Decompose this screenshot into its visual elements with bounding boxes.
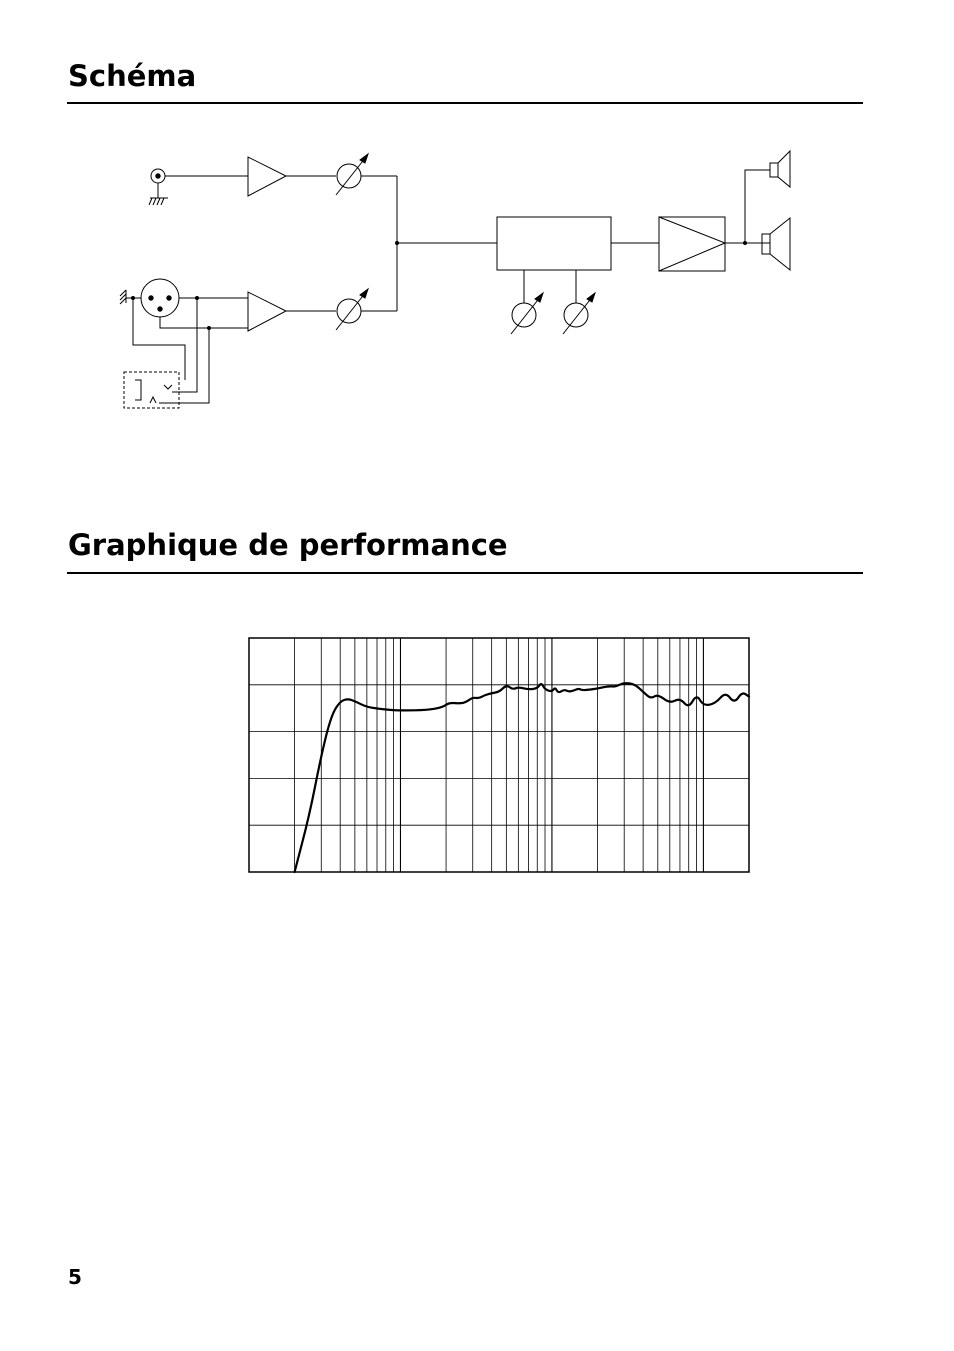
frequency-response-line bbox=[295, 683, 749, 872]
section-title-schema: Schéma bbox=[68, 59, 197, 93]
section-title-performance: Graphique de performance bbox=[68, 528, 508, 562]
page-number: 5 bbox=[68, 1265, 82, 1289]
chart-frame bbox=[249, 638, 749, 872]
chart-grid bbox=[249, 638, 749, 872]
